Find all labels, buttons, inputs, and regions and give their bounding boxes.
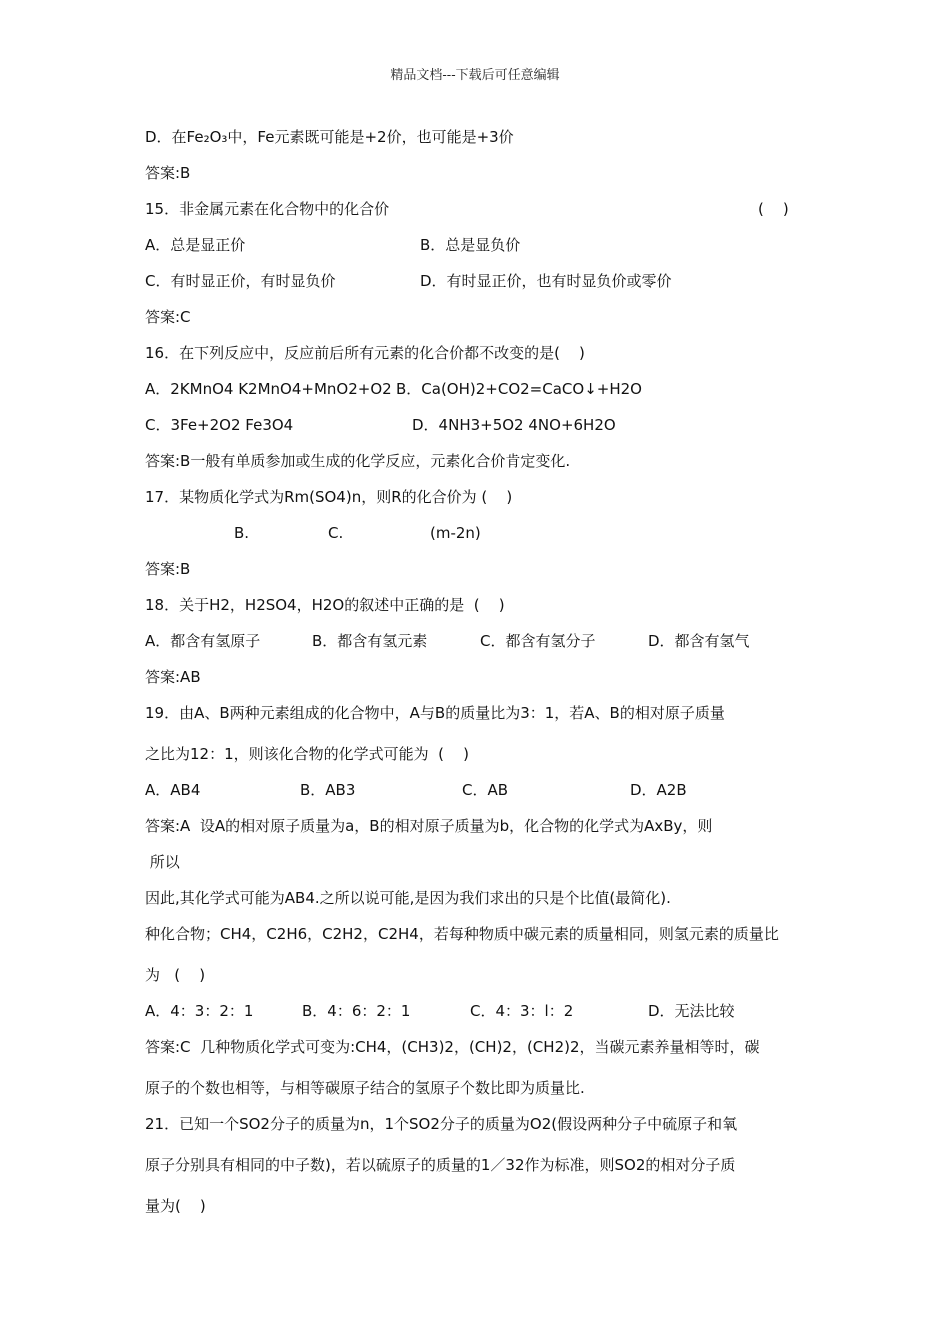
question-19-cont: 之比为12：1，则该化合物的化学式可能为 ( ) <box>145 745 469 763</box>
option-b: B．AB3 <box>300 781 356 799</box>
option-d: (m-2n) <box>430 524 481 542</box>
option-c: C．有时显正价，有时显负价 <box>145 272 336 290</box>
answer-line: 答案:C <box>145 308 191 326</box>
option-a: A．2KMnO4 K2MnO4+MnO2+O2 <box>145 380 392 398</box>
answer-line: 答案:B一般有单质参加或生成的化学反应，元素化合价肯定变化. <box>145 452 571 470</box>
answer-line: 答案:A 设A的相对原子质量为a，B的相对原子质量为b，化合物的化学式为AxBy，则 <box>145 817 713 835</box>
page-header: 精品文档---下载后可任意编辑 <box>390 68 560 83</box>
option-a: A．4：3：2：1 <box>145 1002 254 1020</box>
option-d: D．无法比较 <box>648 1002 735 1020</box>
answer-line-cont: 因此,其化学式可能为AB4.之所以说可能,是因为我们求出的只是个比值(最简化). <box>145 889 671 907</box>
question-21-cont: 量为( ) <box>145 1197 206 1215</box>
question-15: 15．非金属元素在化合物中的化合价 <box>145 200 390 218</box>
option-d: D．有时显正价，也有时显负价或零价 <box>420 272 672 290</box>
answer-line: 答案:B <box>145 164 191 182</box>
option-c: C．3Fe+2O2 Fe3O4 <box>145 416 294 434</box>
question-20-cont: 为 ( ) <box>145 966 206 984</box>
question-21: 21．已知一个SO2分子的质量为n，1个SO2分子的质量为O2(假设两种分子中硫原子和氧 <box>145 1115 738 1133</box>
question-21-cont: 原子分别具有相同的中子数)，若以硫原子的质量的1／32作为标准，则SO2的相对分子质 <box>145 1156 736 1174</box>
option-a: A．AB4 <box>145 781 201 799</box>
option-b: B．Ca(OH)2+CO2=CaCO↓+H2O <box>396 380 642 398</box>
option-d: D．4NH3+5O2 4NO+6H2O <box>412 416 616 434</box>
option-d: D．都含有氢气 <box>648 632 750 650</box>
option-a: A．总是显正价 <box>145 236 246 254</box>
question-19: 19．由A、B两种元素组成的化合物中，A与B的质量比为3：1，若A、B的相对原子质量 <box>145 704 725 722</box>
option-c: C. <box>328 524 344 542</box>
option-c: C．都含有氢分子 <box>480 632 596 650</box>
question-17: 17．某物质化学式为Rm(SO4)n，则R的化合价为 ( ) <box>145 488 513 506</box>
answer-line-cont: 原子的个数也相等，与相等碳原子结合的氢原子个数比即为质量比. <box>145 1079 585 1097</box>
option-a: A．都含有氢原子 <box>145 632 261 650</box>
option-b: B. <box>234 524 250 542</box>
answer-bracket: ( ) <box>758 200 789 218</box>
option-b: B．总是显负价 <box>420 236 521 254</box>
option-c: C．AB <box>462 781 509 799</box>
option-b: B．都含有氢元素 <box>312 632 428 650</box>
answer-line: 答案:AB <box>145 668 201 686</box>
question-18: 18．关于H2，H2SO4，H2O的叙述中正确的是 ( ) <box>145 596 505 614</box>
option-c: C．4：3：l：2 <box>470 1002 574 1020</box>
answer-line: 答案:C 几种物质化学式可变为:CH4，(CH3)2，(CH)2，(CH2)2，当碳元素养量相等时，碳 <box>145 1038 760 1056</box>
option-b: B．4：6：2：1 <box>302 1002 411 1020</box>
question-16: 16．在下列反应中，反应前后所有元素的化合价都不改变的是( ) <box>145 344 585 362</box>
answer-line-cont: 所以 <box>145 853 180 871</box>
option-d-line: D．在Fe₂O₃中，Fe元素既可能是+2价，也可能是+3价 <box>145 128 514 146</box>
answer-line: 答案:B <box>145 560 191 578</box>
option-d: D．A2B <box>630 781 687 799</box>
question-20: 种化合物；CH4，C2H6，C2H2，C2H4，若每种物质中碳元素的质量相同，则氢元素的质量比 <box>145 925 779 943</box>
